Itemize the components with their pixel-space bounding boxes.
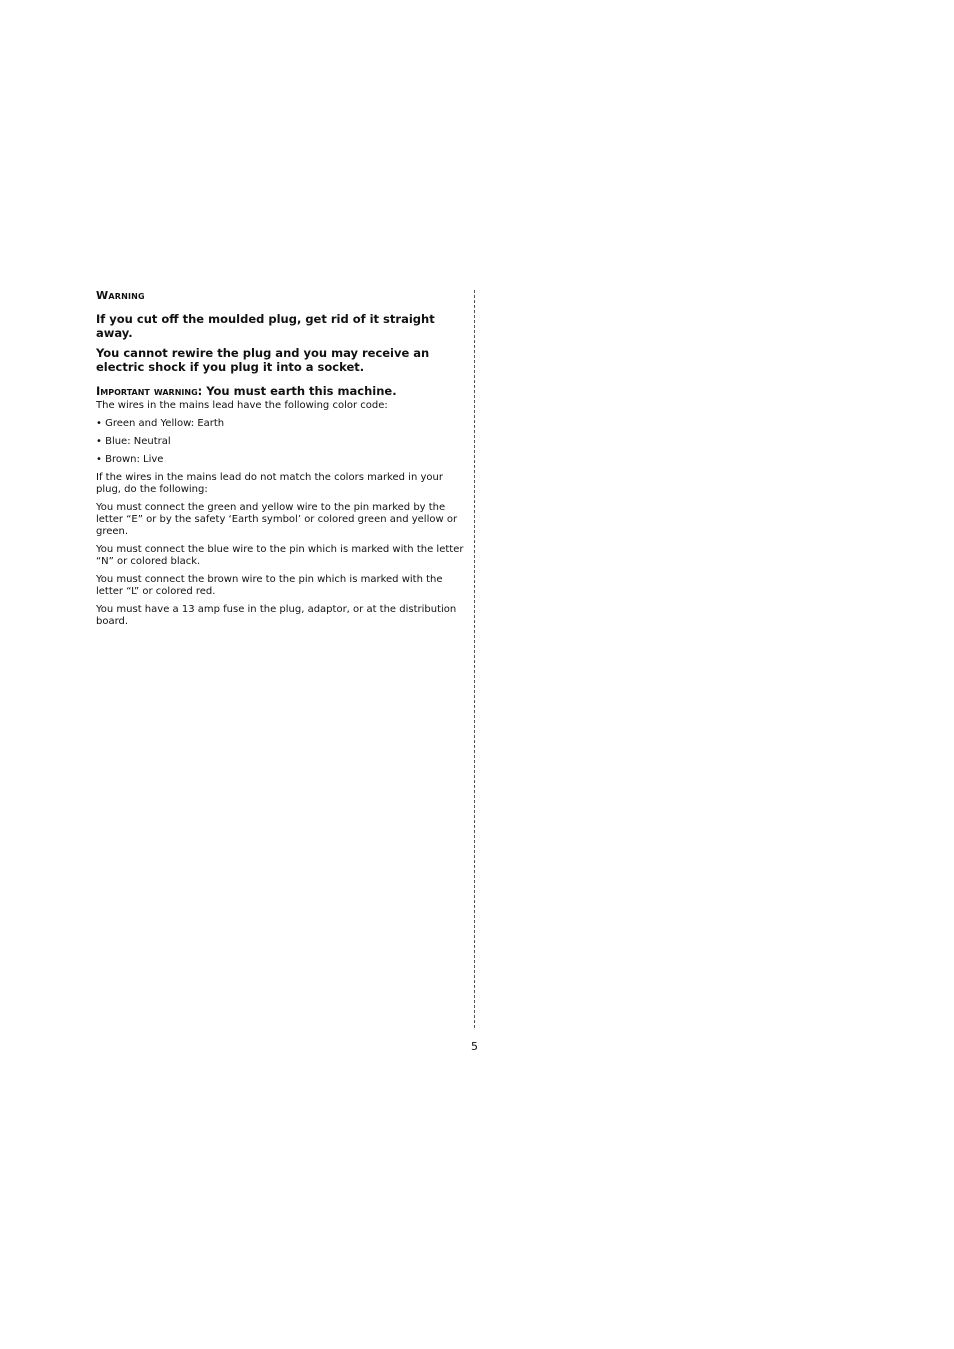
important-warning-line — [96, 384, 466, 398]
paragraph-earth-wire: You must connect the green and yellow wire to the pin marked by the letter “E” or by the safety ‘Earth symbol’ or colored green and yellow or green. — [96, 502, 458, 537]
paragraph-fuse: You must have a 13 amp fuse in the plug, adaptor, or at the distribution board. — [96, 604, 457, 627]
page-number: 5 — [471, 1040, 478, 1053]
paragraph-mismatch: If the wires in the mains lead do not match the colors marked in your plug, do the following: — [96, 472, 443, 495]
important-warning-label: Important warning: — [96, 384, 203, 398]
warning-section — [96, 289, 466, 634]
bullet-live: • Brown: Live — [96, 454, 164, 465]
warning-paragraph-cut-plug: If you cut off the moulded plug, get rid of it straight away. — [96, 312, 435, 340]
section-heading: Warning — [96, 289, 145, 302]
bullet-neutral: • Blue: Neutral — [96, 436, 171, 447]
paragraph-neutral-wire: You must connect the blue wire to the pin which is marked with the letter “N” or colored black. — [96, 544, 464, 567]
paragraph-live-wire: You must connect the brown wire to the pin which is marked with the letter “L” or colored red. — [96, 574, 443, 597]
column-divider — [474, 290, 475, 1028]
color-code-intro: The wires in the mains lead have the following color code: — [96, 400, 388, 411]
important-warning-text: You must earth this machine. — [202, 384, 397, 398]
warning-paragraph-rewire: You cannot rewire the plug and you may receive an electric shock if you plug it into a socket. — [96, 346, 430, 374]
bullet-earth: • Green and Yellow: Earth — [96, 418, 225, 429]
